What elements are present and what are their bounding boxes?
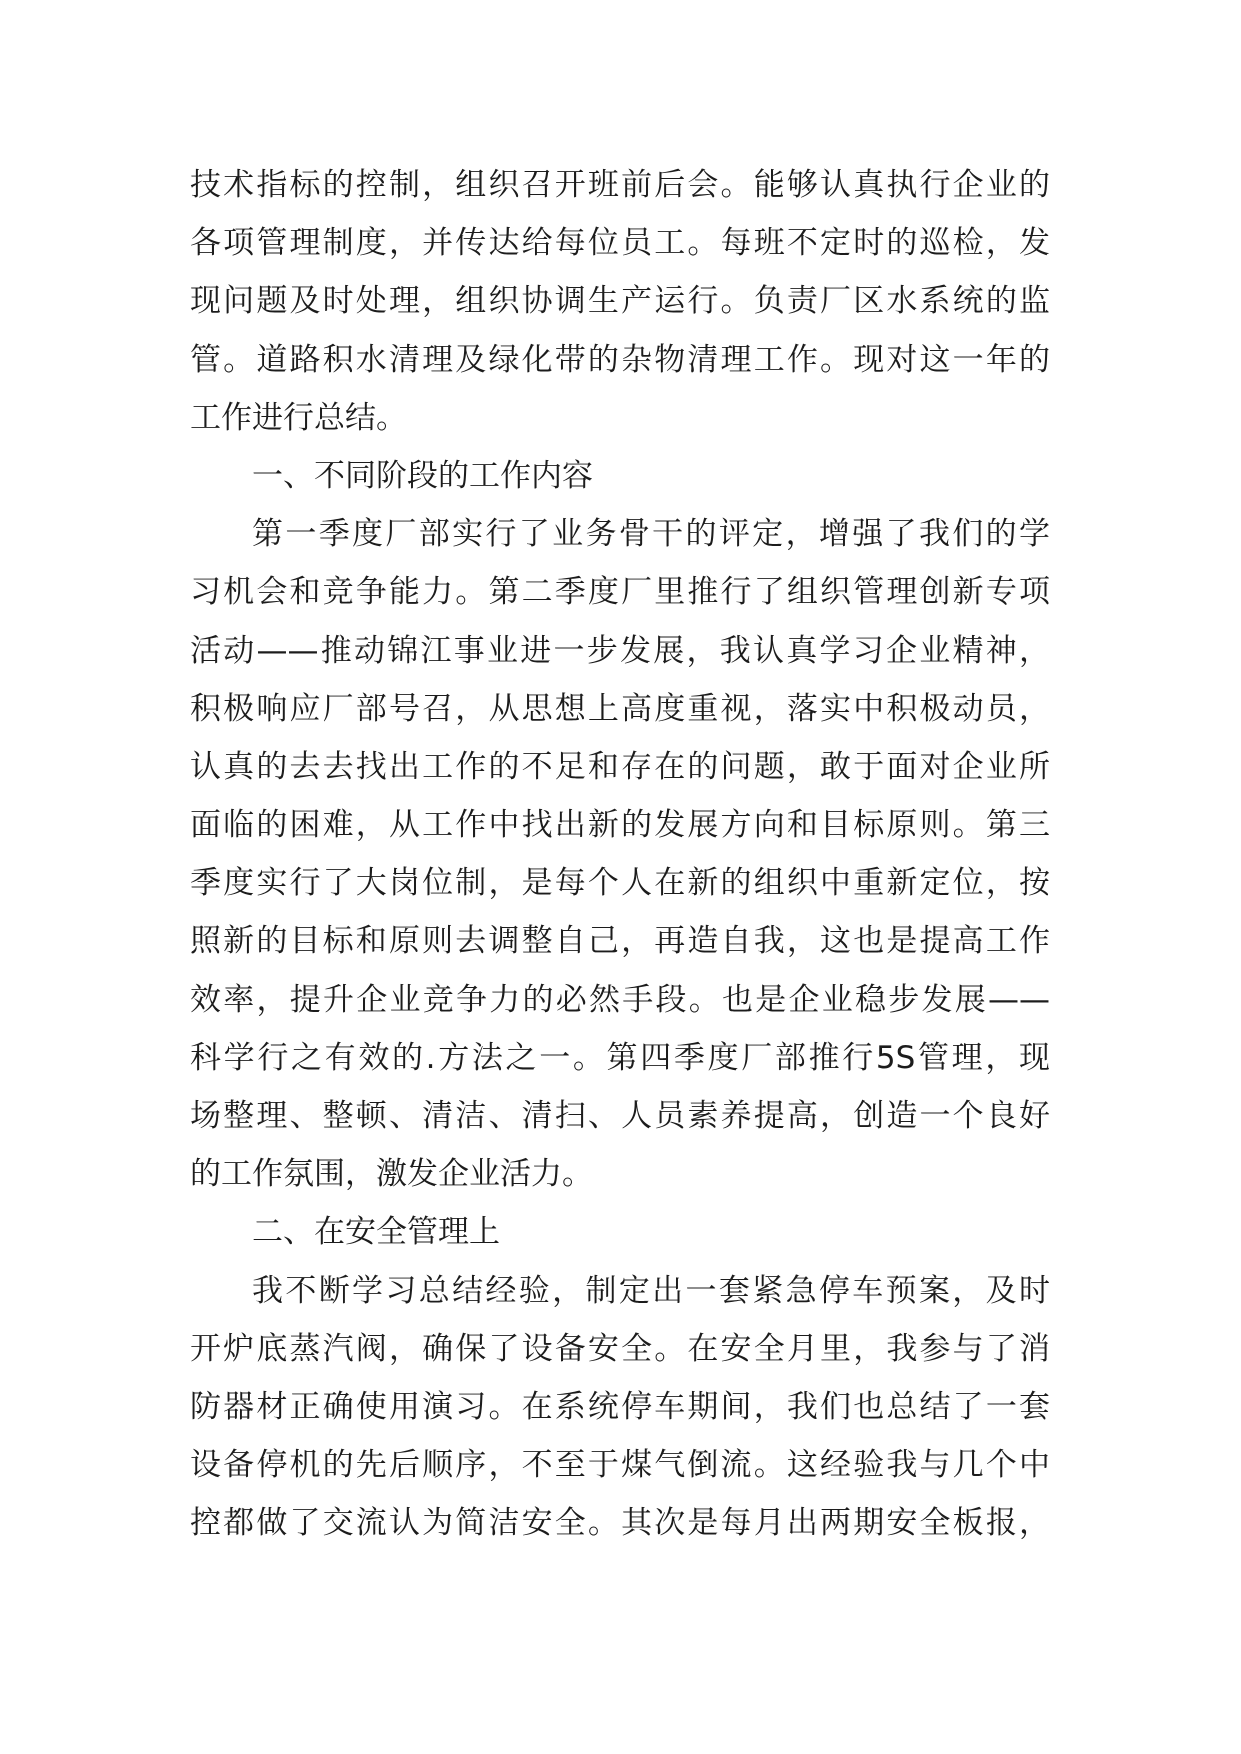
text-line: 控都做了交流认为简洁安全。其次是每月出两期安全板报，	[190, 1505, 1050, 1542]
text-line: 管。道路积水清理及绿化带的杂物清理工作。现对这一年的	[190, 341, 1050, 378]
text-line: 现问题及时处理，组织协调生产运行。负责厂区水系统的监	[190, 283, 1050, 320]
text-line: 认真的去去找出工作的不足和存在的问题，敢于面对企业所	[190, 748, 1050, 785]
text-line: 开炉底蒸汽阀，确保了设备安全。在安全月里，我参与了消	[190, 1330, 1050, 1367]
section-heading: 一、不同阶段的工作内容	[252, 457, 593, 494]
text-line: 第一季度厂部实行了业务骨干的评定，增强了我们的学	[252, 516, 1050, 553]
text-line: 积极响应厂部号召，从思想上高度重视，落实中积极动员，	[190, 690, 1050, 727]
text-line: 科学行之有效的.方法之一。第四季度厂部推行5S管理，现	[190, 1039, 1050, 1076]
text-line: 我不断学习总结经验，制定出一套紧急停车预案，及时	[252, 1272, 1050, 1309]
text-line: 设备停机的先后顺序，不至于煤气倒流。这经验我与几个中	[190, 1447, 1050, 1484]
text-line: 面临的困难，从工作中找出新的发展方向和目标原则。第三	[190, 807, 1050, 844]
text-line: 习机会和竞争能力。第二季度厂里推行了组织管理创新专项	[190, 574, 1050, 611]
text-line: 的工作氛围，激发企业活力。	[190, 1156, 593, 1193]
text-line: 场整理、整顿、清洁、清扫、人员素养提高，创造一个良好	[190, 1098, 1050, 1134]
text-line: 效率，提升企业竞争力的必然手段。也是企业稳步发展——	[190, 981, 1050, 1018]
text-line: 季度实行了大岗位制，是每个人在新的组织中重新定位，按	[190, 865, 1050, 902]
text-line: 活动——推动锦江事业进一步发展，我认真学习企业精神，	[190, 632, 1050, 669]
section-heading: 二、在安全管理上	[252, 1214, 500, 1251]
text-line: 工作进行总结。	[190, 399, 407, 436]
document-body	[190, 156, 1050, 1553]
text-line: 防器材正确使用演习。在系统停车期间，我们也总结了一套	[190, 1388, 1050, 1425]
text-line: 技术指标的控制，组织召开班前后会。能够认真执行企业的	[190, 167, 1050, 203]
text-line: 照新的目标和原则去调整自己，再造自我，这也是提高工作	[190, 923, 1050, 960]
text-line: 各项管理制度，并传达给每位员工。每班不定时的巡检，发	[190, 225, 1050, 262]
